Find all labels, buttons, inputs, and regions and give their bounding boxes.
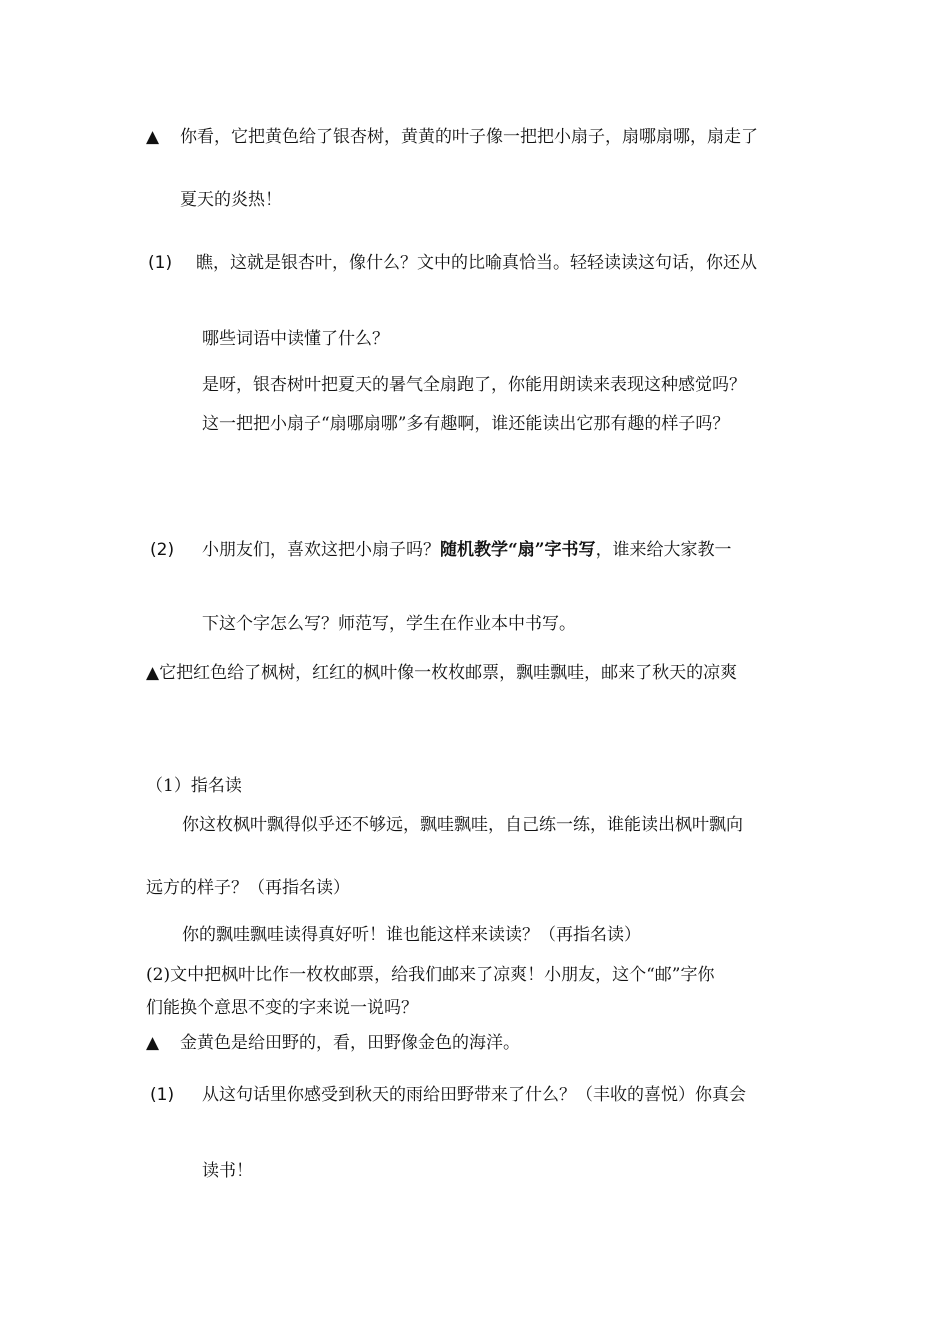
section1-item2-line1 <box>150 538 732 562</box>
section1-item1-line2: 哪些词语中读懂了什么？ <box>202 329 389 349</box>
item-number: (1) <box>148 253 173 273</box>
section1-heading-line1 <box>146 125 758 149</box>
section3-heading <box>146 1031 520 1055</box>
section3-item1-line2: 读书！ <box>202 1161 253 1181</box>
triangle-bullet-icon: ▲ <box>146 127 160 147</box>
section2-item1-label: （1）指名读 <box>146 776 242 796</box>
section1-item2-line2: 下这个字怎么写？师范写，学生在作业本中书写。 <box>202 614 576 634</box>
section2-item2-line1: (2)文中把枫叶比作一枚枚邮票，给我们邮来了凉爽！小朋友，这个“邮”字你 <box>146 965 715 985</box>
section1-item2-text-bold: 随机教学“扇”字书写 <box>440 540 596 560</box>
triangle-bullet-icon: ▲ <box>146 1033 160 1053</box>
section1-heading-line2: 夏天的炎热！ <box>180 190 282 210</box>
section1-item1-line1 <box>148 251 757 275</box>
section2-item1-p2: 你的飘哇飘哇读得真好听！谁也能这样来读读？（再指名读） <box>182 925 641 945</box>
section1-item1-line3: 是呀，银杏树叶把夏天的暑气全扇跑了，你能用朗读来表现这种感觉吗？ <box>202 375 746 395</box>
section2-item2-line2: 们能换个意思不变的字来说一说吗？ <box>146 998 418 1018</box>
section2-item1-p1-line1: 你这枚枫叶飘得似乎还不够远，飘哇飘哇，自己练一练，谁能读出枫叶飘向 <box>182 815 743 835</box>
section3-heading-text: 金黄色是给田野的，看，田野像金色的海洋。 <box>180 1033 520 1053</box>
item-number: (1) <box>150 1085 175 1105</box>
item-number: (2) <box>150 540 175 560</box>
section1-item2-text-a: 小朋友们，喜欢这把小扇子吗？ <box>202 540 440 560</box>
section3-item1-line1 <box>150 1083 746 1107</box>
section1-item1-text: 瞧，这就是银杏叶，像什么？文中的比喻真恰当。轻轻读读这句话，你还从 <box>196 253 757 273</box>
section2-heading: ▲它把红色给了枫树，红红的枫叶像一枚枚邮票，飘哇飘哇，邮来了秋天的凉爽 <box>146 663 738 683</box>
section3-item1-text: 从这句话里你感受到秋天的雨给田野带来了什么？（丰收的喜悦）你真会 <box>202 1085 746 1105</box>
section1-item2-text-b: ，谁来给大家教一 <box>595 540 732 560</box>
section2-item1-p1-line2: 远方的样子？（再指名读） <box>146 878 350 898</box>
section1-heading-text: 你看，它把黄色给了银杏树，黄黄的叶子像一把把小扇子，扇哪扇哪，扇走了 <box>180 127 758 147</box>
section1-item1-line4: 这一把把小扇子“扇哪扇哪”多有趣啊，谁还能读出它那有趣的样子吗？ <box>202 414 730 434</box>
